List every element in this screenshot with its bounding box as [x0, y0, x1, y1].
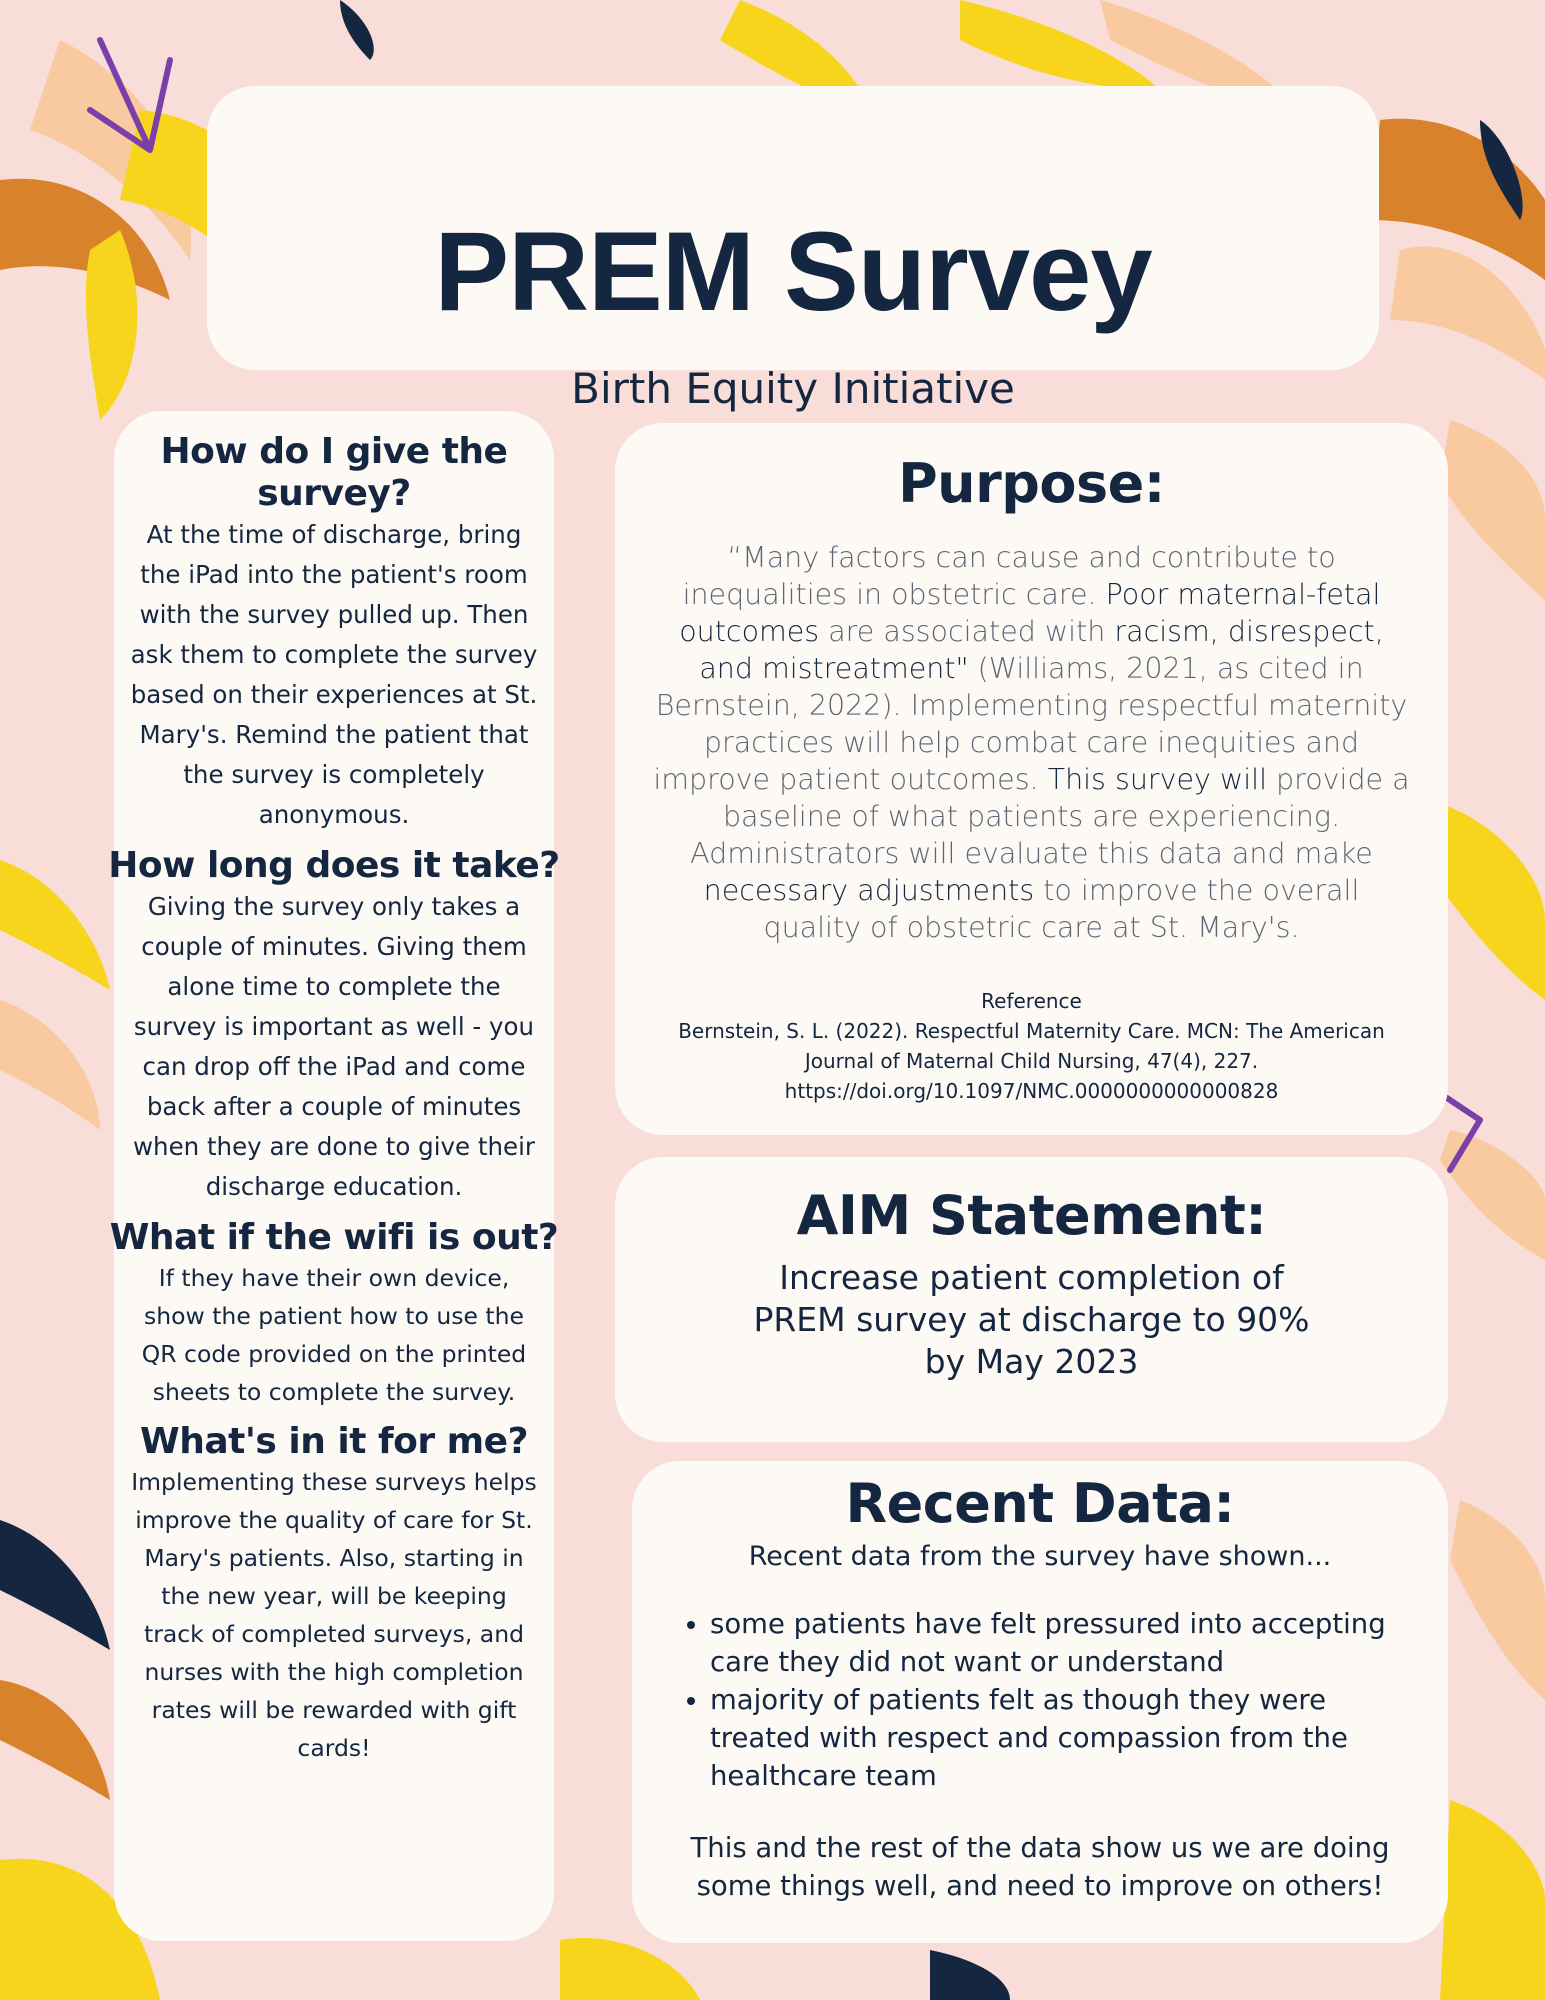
- purpose-heading: Purpose:: [898, 452, 1165, 515]
- list-item: • majority of patients felt as though they were treated with respect and compassion from the healthcare team: [710, 1681, 1412, 1795]
- lily-flower-left-middle: [0, 860, 110, 1800]
- faq-section: [109, 1217, 559, 1411]
- recent-data-intro: Recent data from the survey have shown...: [748, 1541, 1332, 1572]
- faq-section: [128, 431, 540, 835]
- purpose-card: [615, 423, 1448, 1135]
- recent-data-heading: Recent Data:: [845, 1472, 1235, 1535]
- recent-data-card: [632, 1461, 1448, 1943]
- reference-block: [651, 986, 1412, 1106]
- faq-answer: Giving the survey only takes a couple of minutes. Giving them alone time to complete the survey is important as well - you can drop off the iPad and come back after a couple of minutes when they are done to give their discharge education.: [133, 892, 535, 1201]
- aim-statement: Increase patient completion of PREM survey at discharge to 90% by May 2023: [753, 1258, 1310, 1381]
- recent-data-list: [668, 1605, 1412, 1795]
- reference-text: Bernstein, S. L. (2022). Respectful Maternity Care. MCN: The American Journal of Maternal Child Nursing, 47(4), 227.: [678, 1019, 1385, 1073]
- purpose-text-part: provide a baseline of what patients are experiencing. Administrators will evaluate this data and make: [690, 763, 1410, 870]
- aim-card: [615, 1157, 1448, 1442]
- lily-flower-top-right: [1370, 119, 1545, 380]
- faq-question: How do I give the survey?: [160, 431, 508, 514]
- purpose-text-part: are associated with: [819, 615, 1115, 648]
- faq-answer: Implementing these surveys helps improve the quality of care for St. Mary's patients. Also, starting in the new year, will be keeping track of completed surveys, and nurses with the high completion rates will be rewarded with gift cards!: [131, 1468, 537, 1762]
- faq-answer: At the time of discharge, bring the iPad into the patient's room with the survey pulled up. Then ask them to complete the survey based on their experiences at St. Mary's. Remind the patient that the survey is completely anonymous.: [130, 520, 538, 829]
- faq-answer: If they have their own device, show the patient how to use the QR code provided on the printed sheets to complete the survey.: [141, 1264, 527, 1406]
- page-title: PREM Survey: [434, 209, 1152, 334]
- page-subtitle: Birth Equity Initiative: [571, 364, 1015, 413]
- list-item: • some patients have felt pressured into accepting care they did not want or understand: [710, 1605, 1412, 1681]
- recent-data-closing: This and the rest of the data show us we are doing some things well, and need to improve on others!: [690, 1832, 1390, 1902]
- purpose-emphasis: necessary adjustments: [703, 874, 1035, 907]
- purpose-emphasis: Poor maternal-fetal outcomes: [679, 578, 1381, 648]
- purpose-text-part: (Williams, 2021, as cited in Bernstein, 2022). Implementing respectful maternity practices will help combat care inequities and improve patient outcomes.: [653, 652, 1408, 796]
- title-card: [207, 86, 1379, 413]
- reference-doi: https://doi.org/10.1097/NMC.0000000000000828: [784, 1079, 1279, 1103]
- faq-section: [108, 845, 560, 1207]
- aim-heading: AIM Statement:: [796, 1184, 1267, 1247]
- faq-section: [128, 1421, 540, 1767]
- faq-card: [108, 411, 560, 1941]
- reference-label: Reference: [981, 989, 1082, 1013]
- purpose-text-part: “Many factors can cause and contribute to inequalities in obstetric care.: [682, 541, 1336, 611]
- purpose-emphasis: This survey will: [1047, 763, 1267, 796]
- purpose-text-part: to improve the overall quality of obstetric care at St. Mary's.: [763, 874, 1360, 944]
- purpose-text: [651, 539, 1412, 946]
- faq-question: What's in it for me?: [140, 1421, 528, 1462]
- faq-question: How long does it take?: [108, 845, 560, 886]
- purpose-emphasis: racism, disrespect, and mistreatment": [699, 615, 1384, 685]
- faq-question: What if the wifi is out?: [109, 1217, 559, 1258]
